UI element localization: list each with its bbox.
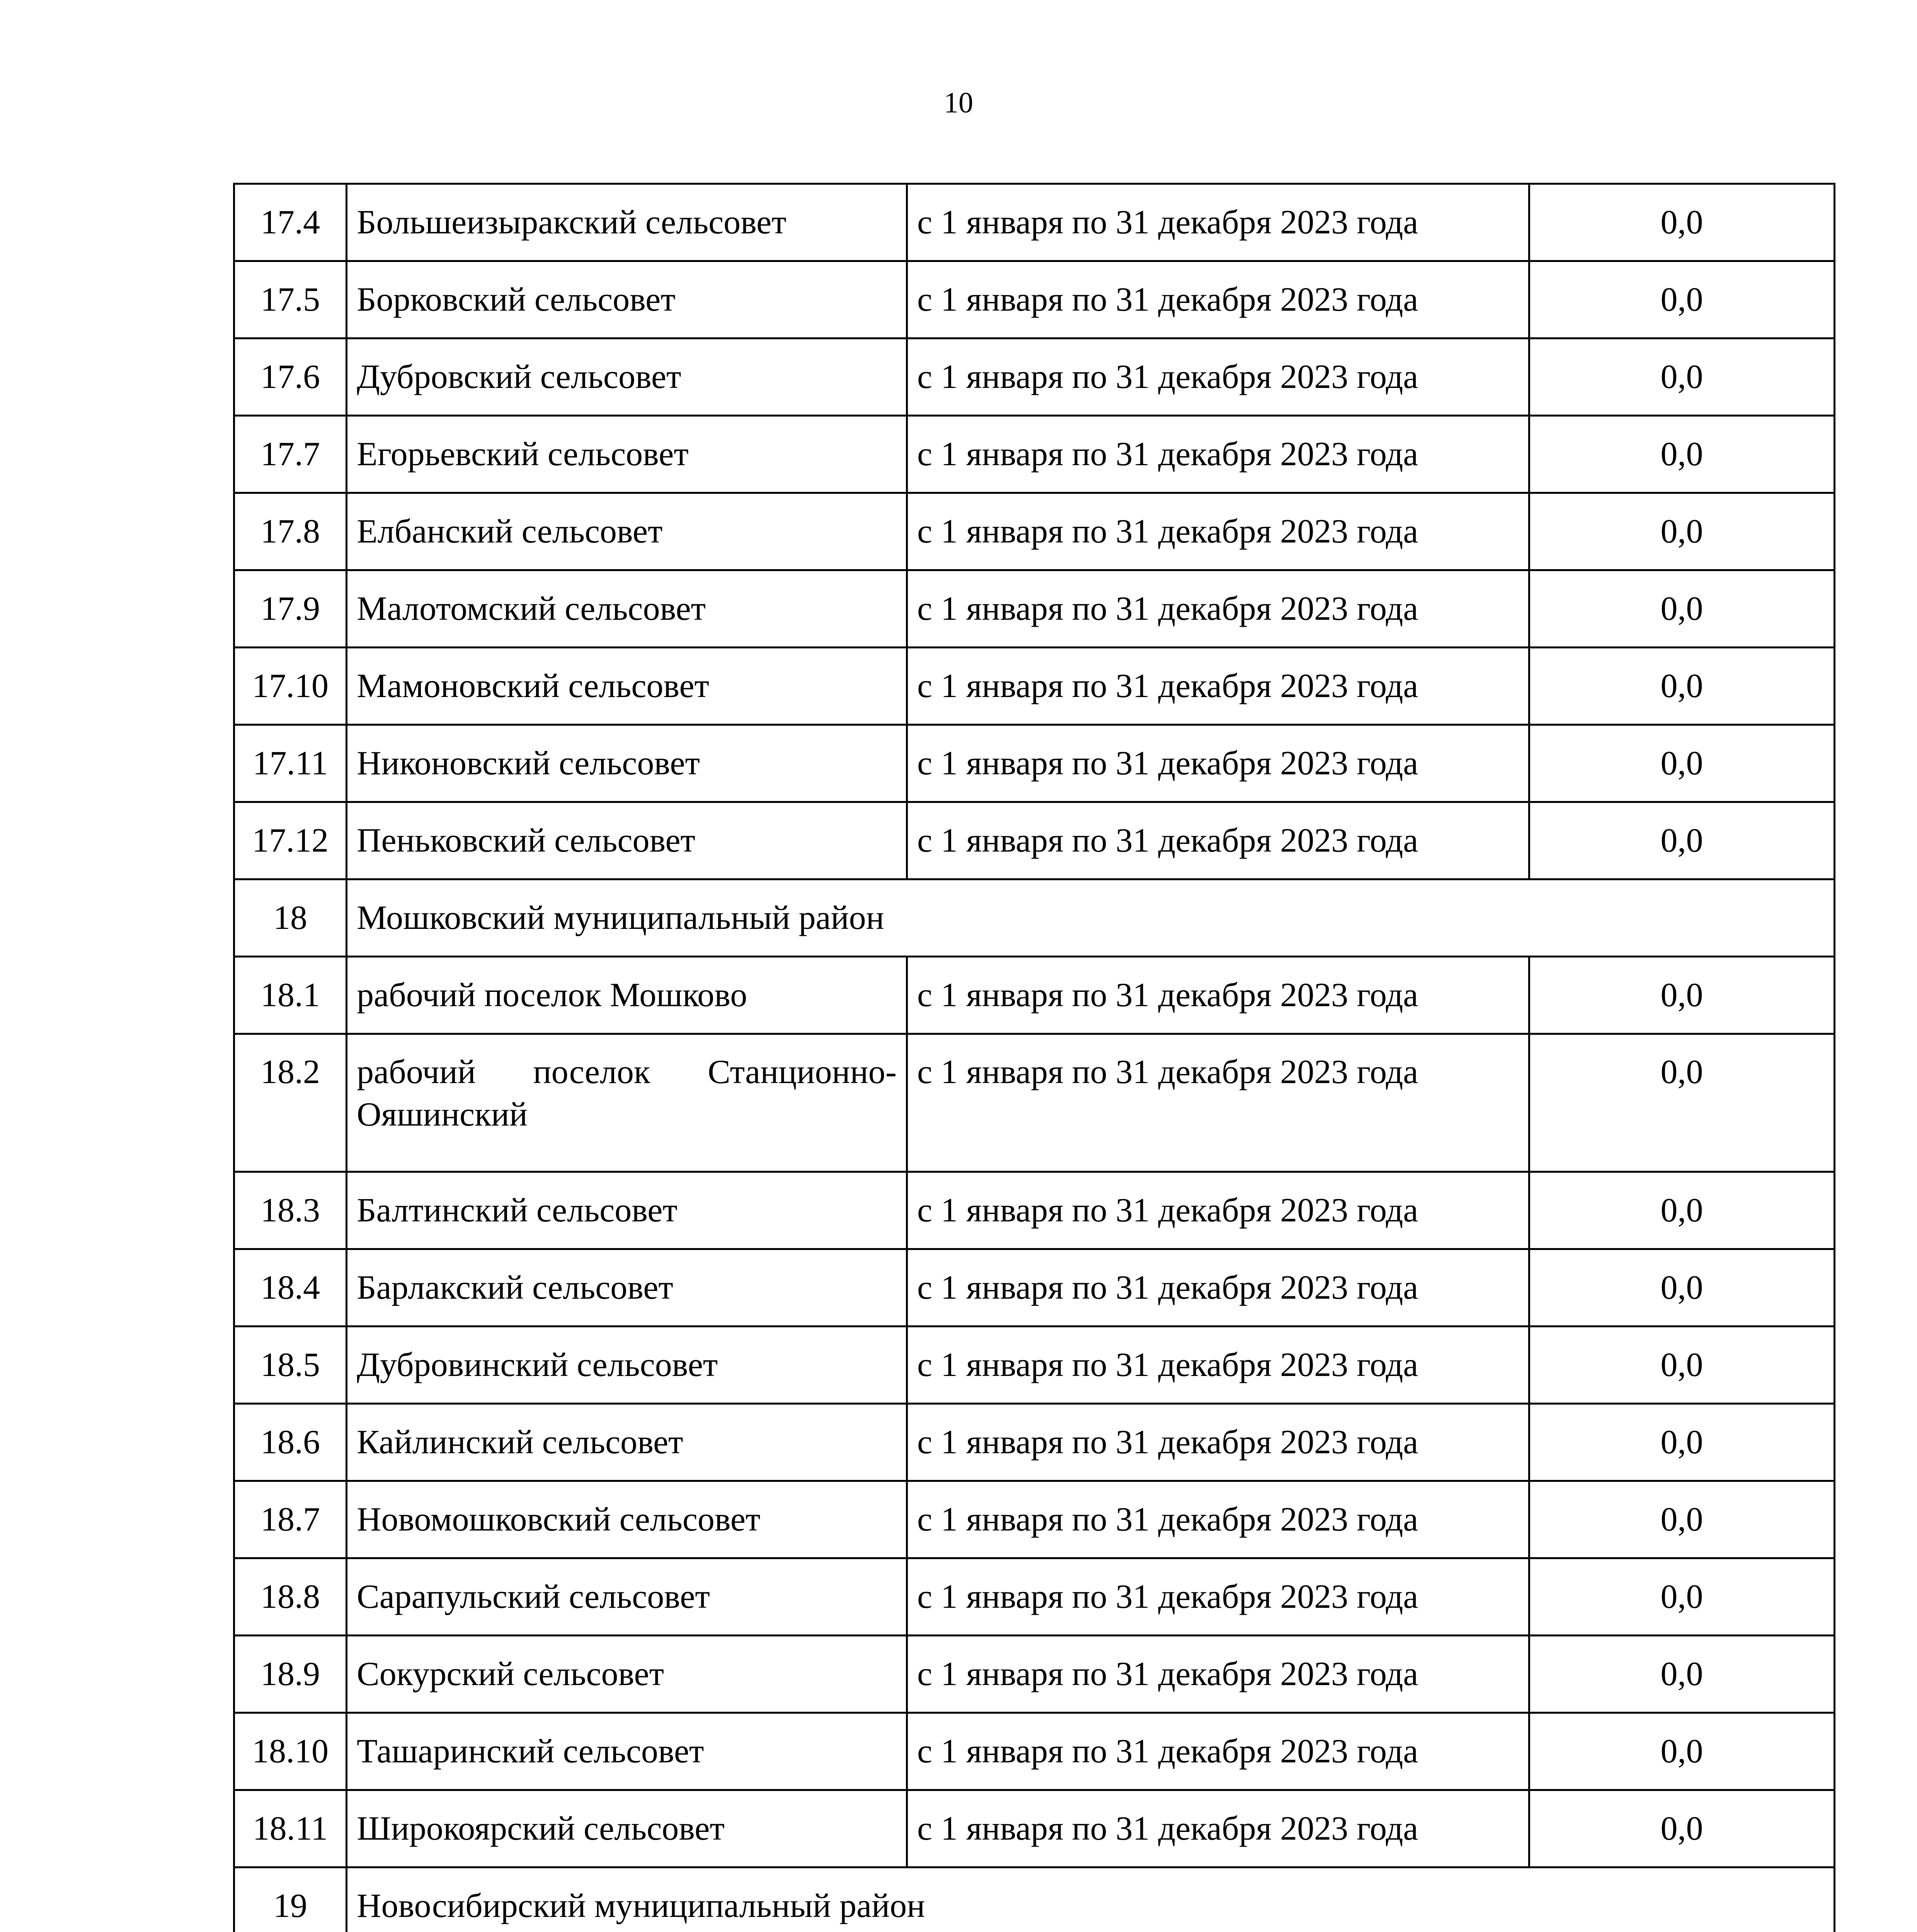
- table-row: [234, 1636, 1835, 1713]
- period: с 1 января по 31 декабря 2023 года: [907, 493, 1529, 570]
- period: с 1 января по 31 декабря 2023 года: [907, 338, 1529, 416]
- period: с 1 января по 31 декабря 2023 года: [907, 1404, 1529, 1481]
- period: с 1 января по 31 декабря 2023 года: [907, 1713, 1529, 1790]
- period: с 1 января по 31 декабря 2023 года: [907, 1249, 1529, 1327]
- value: 0,0: [1529, 648, 1835, 725]
- value: 0,0: [1529, 957, 1835, 1034]
- settlement-name: рабочий поселок Мошково: [347, 957, 907, 1034]
- settlement-name: Кайлинский сельсовет: [347, 1404, 907, 1481]
- table-row: [234, 1249, 1835, 1327]
- period: с 1 января по 31 декабря 2023 года: [907, 261, 1529, 338]
- row-number: 18.4: [234, 1249, 347, 1327]
- period: с 1 января по 31 декабря 2023 года: [907, 1790, 1529, 1867]
- municipal-table: [233, 183, 1835, 1932]
- value: 0,0: [1529, 570, 1835, 648]
- settlement-name: Балтинский сельсовет: [347, 1172, 907, 1249]
- table-row: [234, 416, 1835, 493]
- settlement-name: Дубровинский сельсовет: [347, 1327, 907, 1404]
- table-row: [234, 725, 1835, 802]
- table-row: [234, 1172, 1835, 1249]
- table-row: [234, 957, 1835, 1034]
- settlement-name: Сокурский сельсовет: [347, 1636, 907, 1713]
- settlement-name: Новомошковский сельсовет: [347, 1481, 907, 1558]
- value: 0,0: [1529, 1404, 1835, 1481]
- value: 0,0: [1529, 1481, 1835, 1558]
- value: 0,0: [1529, 725, 1835, 802]
- settlement-name: Мамоновский сельсовет: [347, 648, 907, 725]
- district-header-row: [234, 879, 1835, 957]
- table-row: [234, 1790, 1835, 1867]
- row-number: 18.3: [234, 1172, 347, 1249]
- table-body: [234, 184, 1835, 1932]
- value: 0,0: [1529, 1034, 1835, 1172]
- settlement-name: Сарапульский сельсовет: [347, 1558, 907, 1636]
- table-row: [234, 1404, 1835, 1481]
- table-row: [234, 570, 1835, 648]
- period: с 1 января по 31 декабря 2023 года: [907, 1636, 1529, 1713]
- period: с 1 января по 31 декабря 2023 года: [907, 1558, 1529, 1636]
- row-number: 17.6: [234, 338, 347, 416]
- district-header-row: [234, 1867, 1835, 1932]
- period: с 1 января по 31 декабря 2023 года: [907, 1034, 1529, 1172]
- period: с 1 января по 31 декабря 2023 года: [907, 570, 1529, 648]
- row-number: 18.6: [234, 1404, 347, 1481]
- settlement-name: Широкоярский сельсовет: [347, 1790, 907, 1867]
- settlement-name: Борковский сельсовет: [347, 261, 907, 338]
- district-name: Мошковский муниципальный район: [347, 879, 1835, 957]
- settlement-name: Дубровский сельсовет: [347, 338, 907, 416]
- row-number: 18.1: [234, 957, 347, 1034]
- row-number: 17.5: [234, 261, 347, 338]
- value: 0,0: [1529, 1636, 1835, 1713]
- row-number: 17.7: [234, 416, 347, 493]
- settlement-name: Никоновский сельсовет: [347, 725, 907, 802]
- page-number: 10: [944, 87, 973, 119]
- row-number: 18.2: [234, 1034, 347, 1172]
- row-number: 18.11: [234, 1790, 347, 1867]
- value: 0,0: [1529, 1790, 1835, 1867]
- period: с 1 января по 31 декабря 2023 года: [907, 648, 1529, 725]
- period: с 1 января по 31 декабря 2023 года: [907, 416, 1529, 493]
- row-number: 18.8: [234, 1558, 347, 1636]
- table-row: [234, 802, 1835, 879]
- settlement-name: Елбанский сельсовет: [347, 493, 907, 570]
- table-row: [234, 338, 1835, 416]
- row-number: 18.5: [234, 1327, 347, 1404]
- row-number: 17.11: [234, 725, 347, 802]
- value: 0,0: [1529, 1172, 1835, 1249]
- value: 0,0: [1529, 416, 1835, 493]
- row-number: 17.8: [234, 493, 347, 570]
- row-number: 18.7: [234, 1481, 347, 1558]
- table-row: [234, 493, 1835, 570]
- value: 0,0: [1529, 1558, 1835, 1636]
- row-number: 19: [234, 1867, 347, 1932]
- period: с 1 января по 31 декабря 2023 года: [907, 184, 1529, 261]
- settlement-name: Ташаринский сельсовет: [347, 1713, 907, 1790]
- table-row: [234, 1481, 1835, 1558]
- table-row: [234, 648, 1835, 725]
- period: с 1 января по 31 декабря 2023 года: [907, 802, 1529, 879]
- table-row: [234, 1558, 1835, 1636]
- period: с 1 января по 31 декабря 2023 года: [907, 725, 1529, 802]
- row-number: 17.9: [234, 570, 347, 648]
- table-row: [234, 261, 1835, 338]
- value: 0,0: [1529, 493, 1835, 570]
- settlement-name: рабочий поселок Станционно-Ояшинский: [347, 1034, 907, 1172]
- settlement-name: Большеизыракский сельсовет: [347, 184, 907, 261]
- row-number: 17.12: [234, 802, 347, 879]
- table-row: [234, 184, 1835, 261]
- value: 0,0: [1529, 338, 1835, 416]
- settlement-name: Пеньковский сельсовет: [347, 802, 907, 879]
- row-number: 17.4: [234, 184, 347, 261]
- settlement-name: Егорьевский сельсовет: [347, 416, 907, 493]
- table-row: [234, 1327, 1835, 1404]
- row-number: 18.10: [234, 1713, 347, 1790]
- table-row: [234, 1713, 1835, 1790]
- settlement-name: Барлакский сельсовет: [347, 1249, 907, 1327]
- value: 0,0: [1529, 184, 1835, 261]
- district-name: Новосибирский муниципальный район: [347, 1867, 1835, 1932]
- row-number: 18.9: [234, 1636, 347, 1713]
- table-row: [234, 1034, 1835, 1172]
- period: с 1 января по 31 декабря 2023 года: [907, 1481, 1529, 1558]
- settlement-name: Малотомский сельсовет: [347, 570, 907, 648]
- value: 0,0: [1529, 261, 1835, 338]
- value: 0,0: [1529, 802, 1835, 879]
- period: с 1 января по 31 декабря 2023 года: [907, 1327, 1529, 1404]
- value: 0,0: [1529, 1249, 1835, 1327]
- value: 0,0: [1529, 1327, 1835, 1404]
- period: с 1 января по 31 декабря 2023 года: [907, 957, 1529, 1034]
- value: 0,0: [1529, 1713, 1835, 1790]
- period: с 1 января по 31 декабря 2023 года: [907, 1172, 1529, 1249]
- row-number: 17.10: [234, 648, 347, 725]
- row-number: 18: [234, 879, 347, 957]
